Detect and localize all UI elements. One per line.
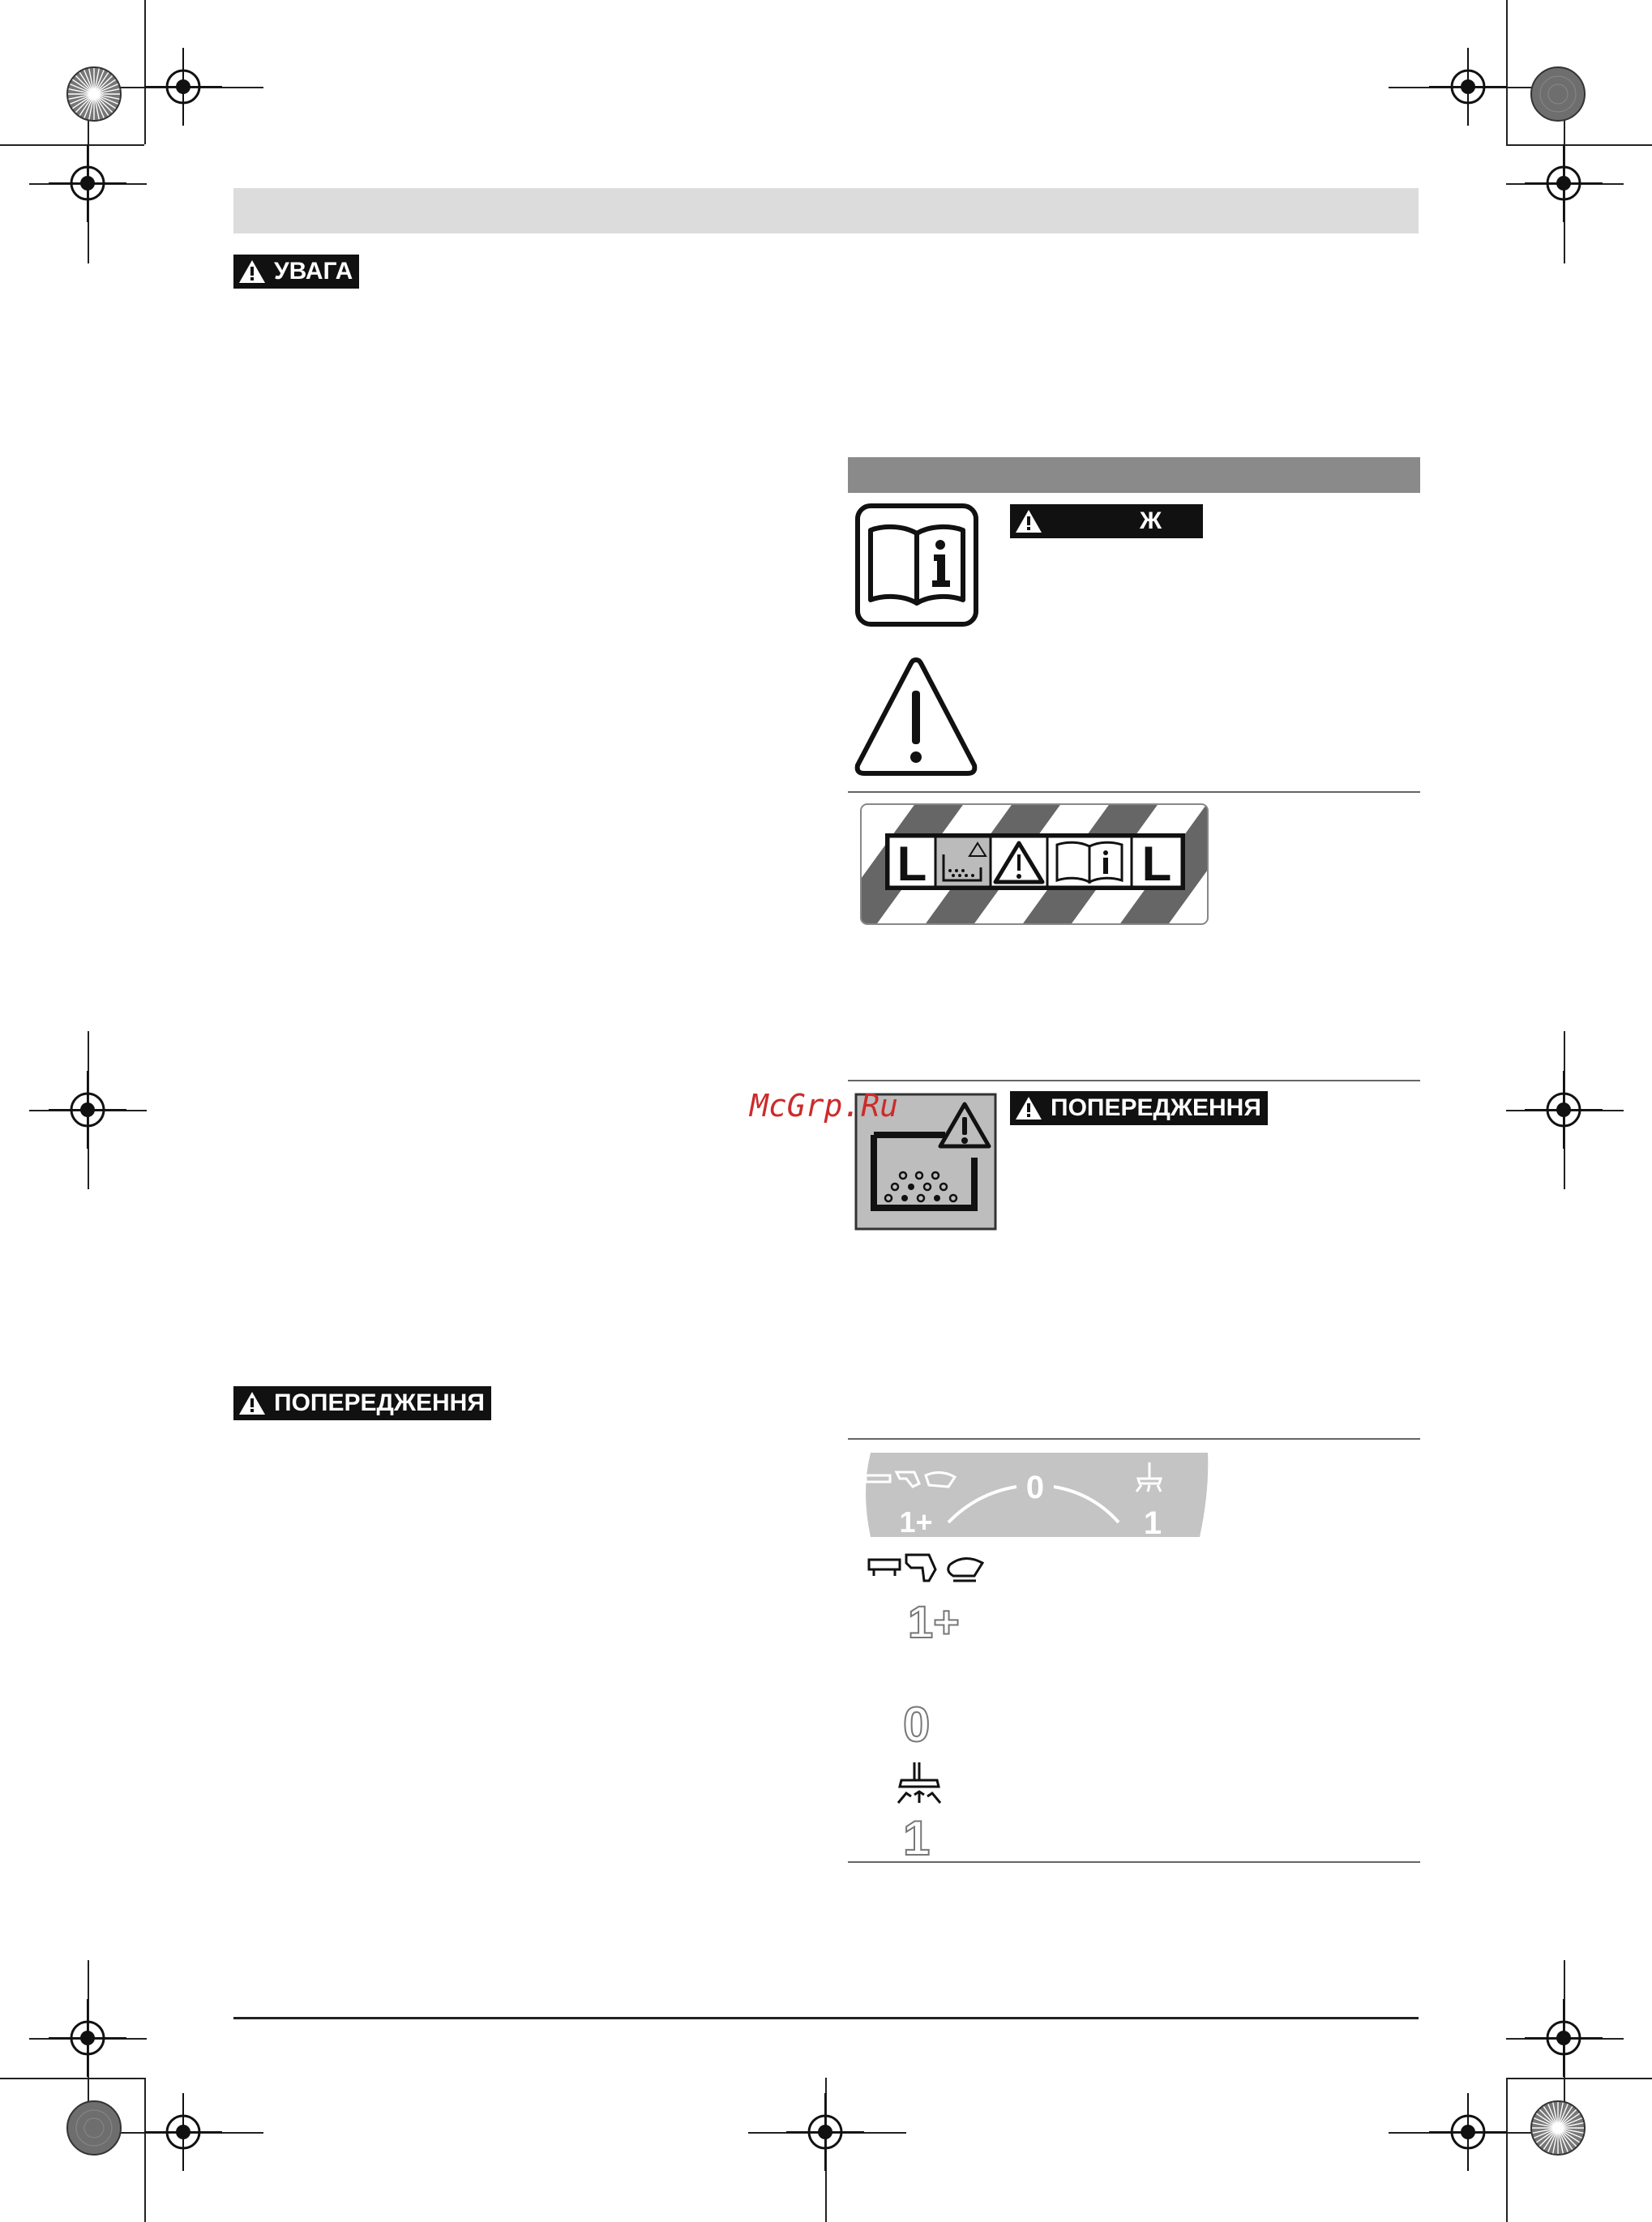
caution-badge: [233, 255, 359, 289]
legend-value-one-plus: [906, 1595, 968, 1644]
warning-triangle-icon: [238, 1391, 266, 1415]
selector-dial-panel: [859, 1451, 1209, 1539]
svg-text:1: 1: [903, 1811, 931, 1861]
symbols-badge-label: Ж: [1140, 507, 1162, 534]
svg-text:1+: 1+: [908, 1596, 960, 1644]
legend-value-zero: [900, 1696, 940, 1748]
dial-label-one: 1: [1143, 1505, 1162, 1539]
dust-hazard-badge-label: ПОПЕРЕДЖЕННЯ: [1051, 1094, 1261, 1121]
symbols-section-bar: [848, 457, 1420, 493]
warning-label: ПОПЕРЕДЖЕННЯ: [274, 1389, 485, 1416]
warning-triangle-icon: [1015, 509, 1042, 533]
dust-class-letter-left: L: [897, 837, 927, 891]
footer-rule: [233, 2017, 1419, 2019]
section-rule: [848, 1080, 1420, 1081]
floor-nozzle-icon: [890, 1759, 948, 1808]
dust-class-letter-right: L: [1141, 837, 1172, 891]
section-rule: [848, 791, 1420, 793]
section-rule: [848, 1438, 1420, 1440]
dial-label-one-plus: 1+: [899, 1505, 933, 1539]
symbols-warning-badge: [1010, 504, 1203, 538]
general-warning-icon: [854, 655, 978, 778]
warning-triangle-icon: [1015, 1096, 1042, 1120]
page-header-bar: [233, 188, 1419, 233]
warning-badge: [233, 1386, 491, 1420]
dust-container-warning-icon: [935, 837, 991, 887]
section-rule: [848, 1861, 1420, 1863]
watermark: McGrp.Ru: [750, 1088, 899, 1124]
legend-value-one: [900, 1809, 940, 1861]
warning-triangle-icon: [991, 837, 1047, 887]
warning-triangle-icon: [238, 259, 266, 284]
dust-hazard-warning-badge: [1010, 1091, 1268, 1125]
svg-text:0: 0: [903, 1698, 931, 1748]
caution-label: УВАГА: [274, 258, 353, 285]
dust-class-label: [859, 803, 1209, 926]
power-tools-icon: [866, 1548, 995, 1587]
dial-label-zero: 0: [1025, 1470, 1045, 1505]
read-manual-icon: [854, 503, 979, 627]
read-manual-icon: [1047, 837, 1132, 887]
